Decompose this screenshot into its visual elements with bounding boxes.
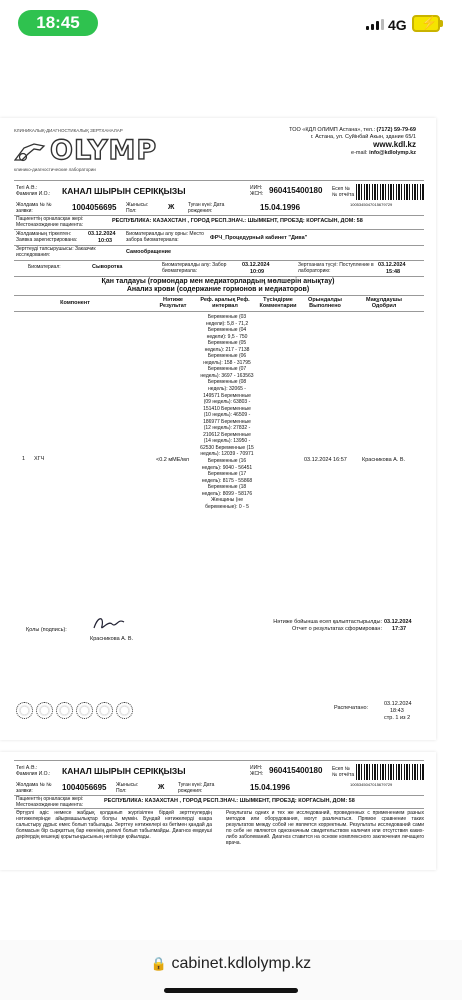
printed-time: 18:43: [390, 708, 404, 714]
col-result: Нәтиже Результат: [159, 297, 187, 309]
received-label: Зертханаға түсуі: Поступление в лабораторию:: [298, 262, 374, 274]
registered-time: 10:03: [98, 238, 113, 244]
cert-seal-icon: [96, 702, 113, 719]
page-indicator: стр. 1 из 2: [384, 715, 411, 721]
order-label: Жолдама № № заявки:: [16, 202, 52, 214]
patient-dob: 15.04.1996: [260, 203, 301, 212]
col-comments: Түсіндірме Комментарии: [259, 297, 297, 309]
result-formed-time: 17:37: [392, 626, 407, 632]
email-label: e-mail:: [351, 150, 368, 156]
received-time: 15:48: [386, 269, 401, 275]
lock-icon: 🔒: [150, 956, 168, 971]
p2-note-kz: Әртүрлі әдіс немесе жабдық қолданып жүргізілген бірдей зерттеулердің нәтижелерінде айырмашылықтар болуы мүмкін. Бұндай нәтижелерді өзара салыстыру дұрыс емес болып табылады. Зерттеу нәтижелері өз бетімен қандай да болмасын бір сырқаттың бар екенінің дәлелі болып табылмайды. Диагноз емдеуші дәрігердің кешенді қорытындысының негізінде қойылады.: [16, 810, 212, 840]
name-label: Тегі А.Ә.: Фамилия И.О.:: [16, 185, 51, 197]
status-time[interactable]: 18:45: [18, 10, 98, 36]
status-bar: [0, 0, 462, 48]
p2-patient-name: КАНАЛ ШЫРЫН СЕРІКҚЫЗЫ: [62, 766, 186, 776]
collection-place-label: Биоматериалды алу орны: Место забора биоматериала:: [126, 231, 204, 243]
p2-order-label: Жолдама № № заявки:: [16, 782, 52, 794]
logo-bottom-text: клинико-диагностические лаборатории: [14, 167, 96, 172]
report-label: Есеп № № отчёта: [332, 186, 355, 198]
signer-name: Красникова А. В.: [90, 636, 134, 642]
row-result: <0.2 мМЕ/мл: [156, 457, 189, 463]
p2-patient-location: РЕСПУБЛИКА: КАЗАХСТАН , ГОРОД РЕСП.ЗНАЧ.: ШЫМКЕНТ, ПРОЕЗД: КОРГАСЫН, ДОМ: 58: [104, 798, 355, 804]
analysis-title-kz: Қан талдауы (гормондар мен медиаторлардың мөлшерін анықтау): [101, 278, 335, 285]
logo-word: OLYMP: [50, 135, 158, 166]
customer-label: Зерттеуді тапсырушысы: Заказчик исследования:: [16, 246, 96, 258]
received-date: 03.12.2024: [378, 262, 406, 268]
chariot-logo-icon: [14, 140, 48, 162]
p2-name-label: Тегі А.Ә.: Фамилия И.О.:: [16, 765, 51, 777]
p2-order-number: 1004056695: [62, 783, 107, 792]
cert-seal-icon: [116, 702, 133, 719]
col-approver: Мақұлдаушы Одобрил: [366, 297, 402, 309]
p2-patient-sex: Ж: [158, 784, 165, 791]
patient-iin: 960415400180: [269, 186, 323, 195]
p2-report-label: Есеп № № отчёта: [332, 766, 355, 778]
logo-top-text: КЛИНИКАЛЫҚ-ДИАГНОСТИКАЛЫҚ ЗЕРТХАНАЛАР: [14, 128, 123, 133]
p2-patient-iin: 960415400180: [269, 766, 323, 775]
home-indicator[interactable]: [164, 988, 298, 993]
signal-icon: [366, 19, 384, 30]
signature-label: Қолы (подпись):: [26, 627, 67, 633]
col-reference: Реф. аралық Реф. интервал: [200, 297, 250, 309]
biomaterial-label: Биоматериал:: [28, 264, 61, 270]
collection-date: 03.12.2024: [242, 262, 270, 268]
printed-date: 03.12.2024: [384, 701, 412, 707]
p2-iin-label: ИИН: ЖСН:: [250, 765, 264, 777]
row-approver: Красникова А. В.: [362, 457, 406, 463]
result-formed-kz: Нәтиже бойынша есеп қалыптастырылды:: [273, 619, 382, 625]
col-completed: Орындалды Выполнено: [308, 297, 342, 309]
row-reference: Беременные (03 недели): 5,8 - 71,2 Беременные (04 недели): 9,5 - 750 Беременные (05 недель): 217 - 7138 Беременные (06 недель): 158 - 31795 Беременные (07 недель): 3697 - 163563 Беременные (08 недель): 32065 - 149571 Беременные (09 недель): 63803 - 151410 Беременные (10 недель): 46509 - 186977 Беременные (12 недель): 27832 - 210612 Беременные (14 недель): 13950 - 62530 Беременные (15 недель): 12039 - 70971 Беременные (16 недель): 9040 - 56451 Беременные (17 недель): 8175 - 55868 Беременные (18 недель): 8099 - 58176 Женщины (не беременные): 0 - 5: [200, 314, 254, 510]
report-barcode: [356, 184, 424, 200]
p2-dob-label: Туған күні: Дата рождения:: [178, 782, 215, 794]
lab-name: ТОО «КДЛ ОЛИМП Астана», тел.:: [289, 127, 376, 133]
lab-contacts: [266, 127, 416, 157]
biomaterial: Сыворотка: [92, 264, 123, 270]
p2-sex-label: Жынысы: Пол:: [116, 782, 139, 794]
report-page-2: [0, 752, 436, 870]
p2-note-ru: Результаты одних и тех же исследований, проведенных с применением разных методов или оборудования, могут различаться. Прямое сравнение таких результатов между собой не является корректным. Результаты исследований сами по себе не являются однозначным свидетельством наличия или отсутствия каких-либо заболеваний. Диагноз ставится на основе комплексного заключения лечащего врача.: [226, 810, 424, 846]
cert-seal-icon: [56, 702, 73, 719]
address-bar[interactable]: [0, 955, 462, 973]
registered-label: Жолдаманың тіркелген: Заявка зарегистрирована:: [16, 231, 78, 243]
dob-label: Туған күні: Дата рождения:: [188, 202, 225, 214]
registered-date: 03.12.2024: [88, 231, 116, 237]
patient-sex: Ж: [168, 204, 175, 211]
row-number: 1: [22, 456, 26, 462]
battery-tip: [440, 20, 443, 27]
row-completed: 03.12.2024 16:57: [304, 457, 347, 463]
result-formed-ru: Отчет о результатах сформирован:: [292, 626, 382, 632]
p2-report-number: 1005345047015679729: [350, 782, 393, 787]
network-type: 4G: [388, 17, 407, 33]
customer: Самообращение: [126, 249, 172, 255]
report-number: 1005345047015679729: [350, 202, 393, 207]
olymp-logo: [14, 128, 157, 172]
p2-patient-dob: 15.04.1996: [250, 783, 291, 792]
p2-location-label: Пациенттің орналасқан жері: Местонахождение пациента:: [16, 796, 84, 808]
p2-report-barcode: [356, 764, 424, 780]
collection-place: ФРЧ_Процедурный кабинет "Дива": [210, 235, 308, 241]
cert-seal-icon: [36, 702, 53, 719]
signature-image: [90, 614, 130, 634]
patient-name: КАНАЛ ШЫРЫН СЕРІКҚЫЗЫ: [62, 186, 186, 196]
patient-location: РЕСПУБЛИКА: КАЗАХСТАН , ГОРОД РЕСП.ЗНАЧ.: ШЫМКЕНТ, ПРОЕЗД: КОРГАСЫН, ДОМ: 58: [112, 218, 363, 224]
battery-icon: ⚡: [412, 15, 440, 32]
collection-time: 10:09: [250, 269, 265, 275]
iin-label: ИИН: ЖСН:: [250, 185, 264, 197]
report-page-1: [0, 118, 436, 740]
cert-seal-icon: [16, 702, 33, 719]
result-formed-date: 03.12.2024: [384, 619, 412, 625]
row-component: ХГЧ: [34, 456, 45, 462]
sex-label: Жынысы: Пол:: [126, 202, 149, 214]
col-component: Компонент: [60, 300, 90, 306]
lab-phone: (7172) 59-79-69: [376, 127, 416, 133]
collection-label: Биоматериалды алу: Забор биоматериала:: [162, 262, 227, 274]
lab-email[interactable]: info@kdlolymp.kz: [369, 150, 416, 156]
location-label: Пациенттің орналасқан жері: Местонахождение пациента:: [16, 216, 84, 228]
printed-label: Распечатано:: [334, 705, 369, 711]
cert-seal-icon: [76, 702, 93, 719]
lab-website[interactable]: www.kdl.kz: [373, 140, 416, 149]
analysis-title-ru: Анализ крови (содержание гормонов и медиаторов): [126, 286, 310, 293]
url-text[interactable]: cabinet.kdlolymp.kz: [171, 955, 312, 972]
order-number: 1004056695: [72, 203, 117, 212]
lab-address: г. Астана, ул. Суйінбай Акын, здание 65/1: [310, 133, 416, 140]
